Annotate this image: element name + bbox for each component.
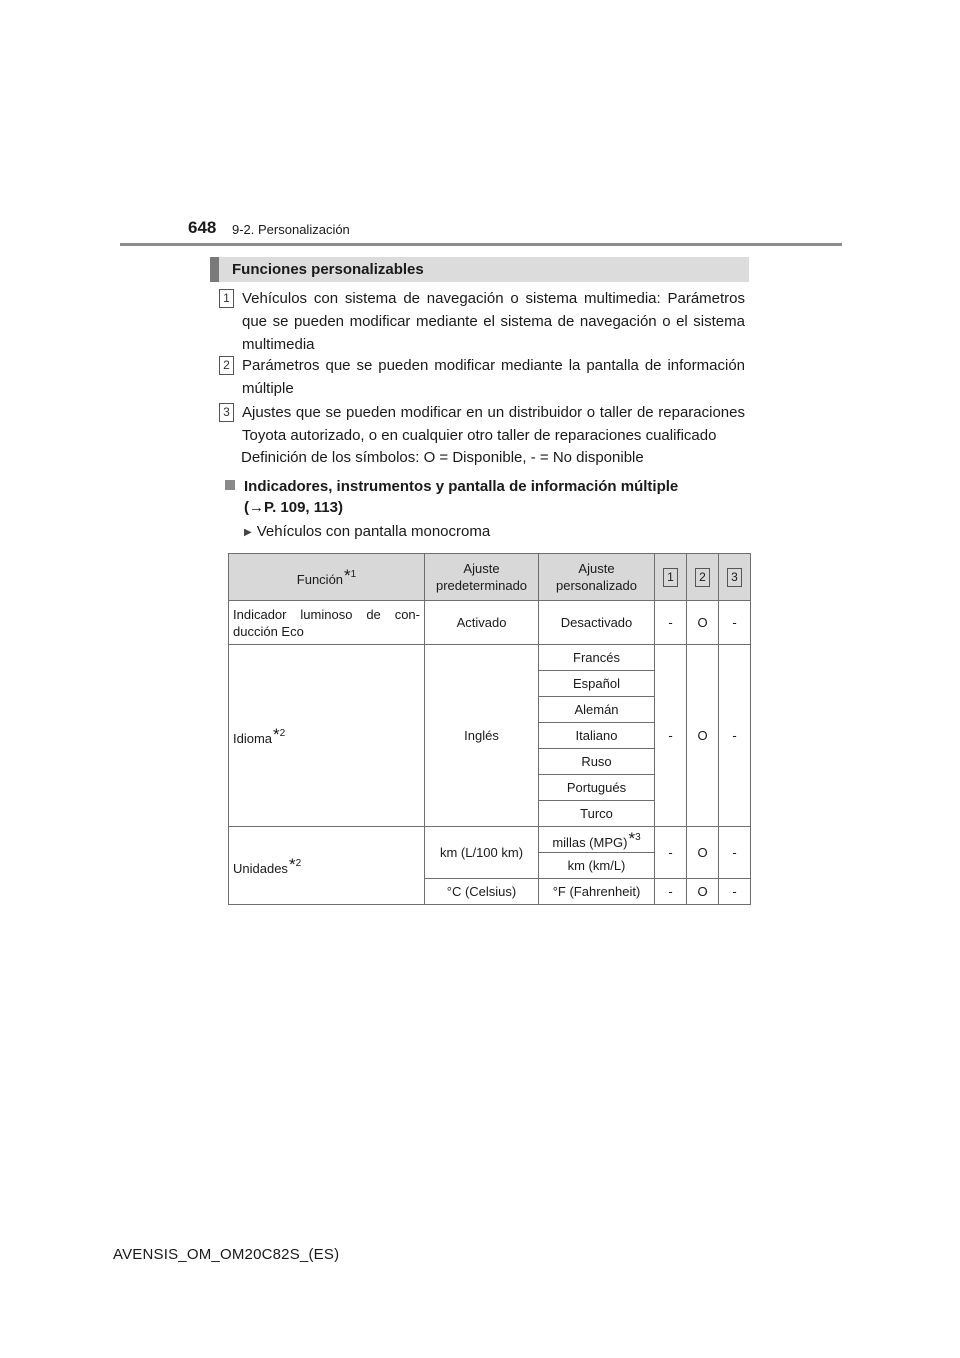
units-function-cell: Unidades*$^2$ [229,827,425,905]
numbered-item-3-text: Ajustes que se pueden modificar en un distribuidor o taller de reparaciones Toyota autorizado, o en cualquier otro taller de reparaciones cualificado [242,404,745,444]
language-col-3: - [719,645,751,827]
page-number: 648 [188,218,217,237]
header-rule [120,243,842,246]
eco-function-cell: Indicador luminoso de con-ducción Eco [229,601,425,645]
number-box-2: 2 [219,356,234,375]
eco-col-2: O [687,601,719,645]
language-function-cell: Idioma*$^2$ [229,645,425,827]
footer-document-code: AVENSIS_OM_OM20C82S_(ES) [113,1246,340,1263]
number-box-3: 3 [219,403,234,422]
header-col-1: 1 [655,554,687,601]
triangle-bullet-icon: ▶ [244,527,252,538]
numbered-item-1-text: Vehículos con sistema de navegación o sistema multimedia: Parámetros que se pueden modificar mediante el sistema de navegación o el sistema multimedia [242,290,745,353]
language-option: Portugués [539,775,655,801]
section-label: 9-2. Personalización [232,222,350,237]
square-bullet-icon [225,480,235,490]
numbered-item-2 [219,354,745,400]
eco-default-cell: Activado [425,601,539,645]
units-temp-col-3: - [719,879,751,905]
subsection-heading [225,476,678,518]
units-temp-custom-cell: °F (Fahrenheit) [539,879,655,905]
units-temp-default-cell: °C (Celsius) [425,879,539,905]
language-option: Italiano [539,723,655,749]
units-temp-col-1: - [655,879,687,905]
table-row [229,601,751,645]
language-default-cell: Inglés [425,645,539,827]
symbol-legend: Definición de los símbolos: O = Disponible, - = No disponible [241,449,644,466]
header-col-2: 2 [687,554,719,601]
eco-col-3: - [719,601,751,645]
units-distance-default-cell: km (L/100 km) [425,827,539,879]
subsection-title: Indicadores, instrumentos y pantalla de información múltiple [244,478,679,495]
language-option: Turco [539,801,655,827]
eco-custom-cell: Desactivado [539,601,655,645]
variant-label [244,523,490,540]
units-distance-col-3: - [719,827,751,879]
language-option: Francés [539,645,655,671]
custom-functions-table [228,553,751,905]
numbered-item-3 [219,401,745,447]
units-temp-col-2: O [687,879,719,905]
table-row [229,827,751,853]
units-distance-option: millas (MPG)*$^3$ [539,827,655,853]
units-distance-option: km (km/L) [539,853,655,879]
language-option: Ruso [539,749,655,775]
section-heading: Funciones personalizables [210,257,749,282]
header-function: Función*$^1$ [229,554,425,601]
language-option: Español [539,671,655,697]
units-distance-col-2: O [687,827,719,879]
number-box-1: 1 [219,289,234,308]
table-header-row [229,554,751,601]
table-row [229,645,751,671]
language-option: Alemán [539,697,655,723]
language-col-1: - [655,645,687,827]
variant-text: Vehículos con pantalla monocroma [256,523,491,540]
subsection-page-ref: (→P. 109, 113) [244,499,343,516]
numbered-item-2-text: Parámetros que se pueden modificar mediante la pantalla de información múltiple [242,357,745,397]
language-col-2: O [687,645,719,827]
eco-col-1: - [655,601,687,645]
numbered-item-1 [219,287,745,356]
header-col-3: 3 [719,554,751,601]
units-distance-col-1: - [655,827,687,879]
header-custom: Ajuste personalizado [539,554,655,601]
header-default: Ajuste predeterminado [425,554,539,601]
